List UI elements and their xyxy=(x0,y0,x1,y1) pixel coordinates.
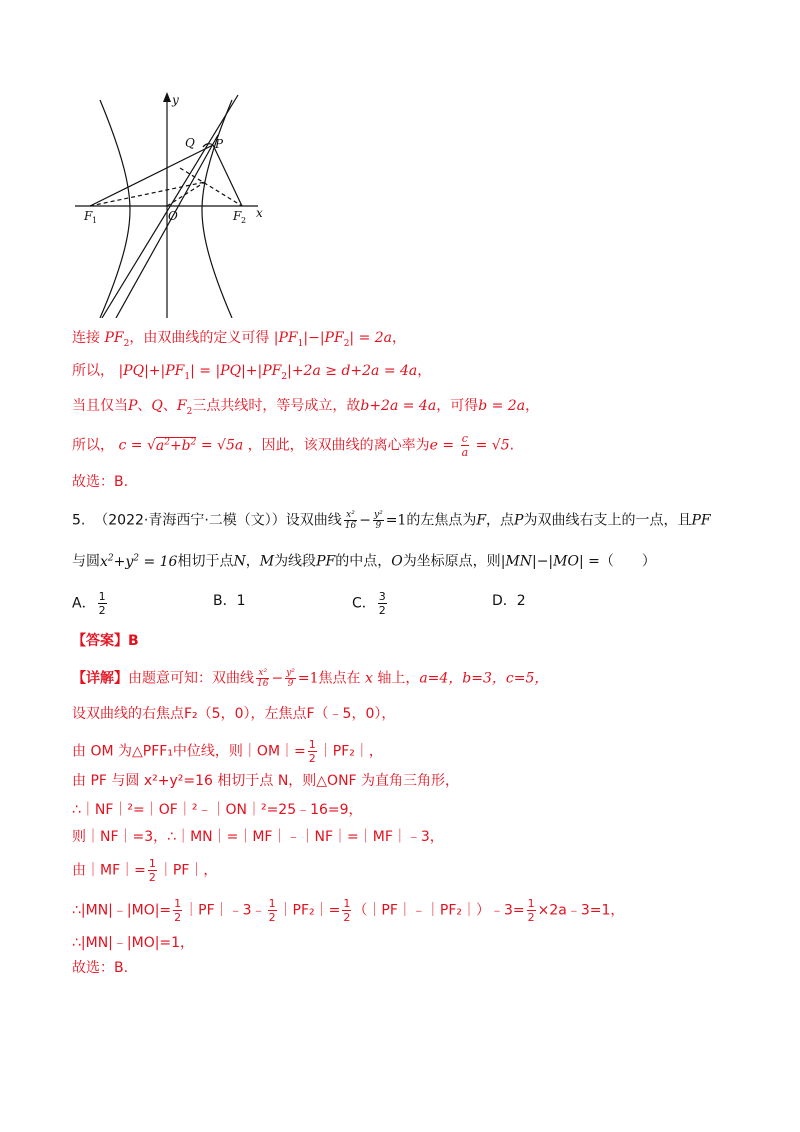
detail-line-4: 由 PF 与圆 x²+y²=16 相切于点 N，则△ONF 为直角三角形， xyxy=(72,773,460,789)
detail-line-5: ∴｜NF｜²=｜OF｜²﹣｜ON｜²=25﹣16=9， xyxy=(72,802,363,818)
question-5-line-2: 与圆$x^2+y^2 = 16$相切于点N，M为线段PF的中点，O为坐标原点，则|MN|−|MO| =（ ） xyxy=(72,553,656,570)
detail-line-8: ∴|MN|﹣|MO|= $\frac{1}{2}$ ｜PF｜﹣3﹣ $\frac{1}{2}$ ｜PF₂｜= $\frac{1}{2}$ （｜PF｜﹣｜PF₂｜）﹣3= $\frac{1}{2}$ ×2a﹣3=1， xyxy=(72,897,625,924)
detail-line-1: 【详解】由题意可知：双曲线 $\frac{\text{x²}}{16}$ − $\frac{\text{y²}}{9}$ =1焦点在 x 轴上，a=4，b=3，c=5， xyxy=(72,668,549,689)
point-F1-subscript: 1 xyxy=(92,216,98,225)
right-branch-curve xyxy=(202,100,232,318)
answer-label: 【答案】B xyxy=(72,633,139,649)
dash-F1-mid xyxy=(90,182,205,206)
point-F2-subscript: 2 xyxy=(241,216,247,225)
y-axis-arrow xyxy=(163,92,171,102)
hyperbola-figure xyxy=(70,90,275,318)
y-axis-label: y xyxy=(172,93,179,107)
point-P-label: P xyxy=(215,137,224,151)
segment-P-F2 xyxy=(213,145,242,206)
solution-line-1: 连接 $PF_2$，由双曲线的定义可得 $|PF_1|-|PF_2| = 2a$， xyxy=(72,330,407,349)
detail-line-9: ∴|MN|﹣|MO|=1， xyxy=(72,935,195,951)
option-c: C． $\frac{3}{2}$ xyxy=(352,590,386,617)
question-5-line-1: 5. （2022·青海西宁·二模（文））设双曲线 $\frac{\text{x²}}{16}$ − $\frac{\text{y²}}{9}$ =1的左焦点为F，点P为双曲线右支上的一点，且PF xyxy=(72,510,711,531)
option-b: B．1 xyxy=(213,593,246,609)
point-F1-label: F xyxy=(84,209,93,223)
detail-line-7: 由｜MF｜= $\frac{1}{2}$ ｜PF｜， xyxy=(72,857,218,884)
solution-line-4: 所以， $c = √a^2+b^2 = √5a$ ，因此，该双曲线的离心率为e = $\frac{c}{a}$ = √5. xyxy=(72,432,515,460)
detail-line-6: 则｜NF｜=3，∴｜MN｜=｜MF｜﹣｜NF｜=｜MF｜﹣3， xyxy=(72,829,444,845)
solution-line-3: 当且仅当P、Q、$F_2$三点共线时，等号成立，故b+2a = 4a，可得b = 2a， xyxy=(72,398,540,417)
left-branch-curve xyxy=(100,100,130,318)
option-d: D．2 xyxy=(492,593,526,609)
detail-line-2: 设双曲线的右焦点F₂（5，0），左焦点F（﹣5，0）， xyxy=(72,706,396,722)
point-Q-label: Q xyxy=(185,136,195,150)
detail-line-3: 由 OM 为△PFF₁中位线，则｜OM｜= $\frac{1}{2}$ ｜PF₂｜， xyxy=(72,738,383,765)
solution-line-5: 故选：B. xyxy=(72,474,129,490)
solution-line-2: 所以， $|PQ|+|PF_1| = |PQ|+|PF_2|+2a \ge d+2a = 4a$， xyxy=(72,363,432,382)
origin-label: O xyxy=(168,209,178,223)
point-F2-label: F xyxy=(233,209,242,223)
detail-line-10: 故选：B. xyxy=(72,960,129,976)
option-a: A． $\frac{1}{2}$ xyxy=(72,590,106,617)
segment-F1-P xyxy=(90,145,213,206)
x-axis-label: x xyxy=(256,206,263,220)
